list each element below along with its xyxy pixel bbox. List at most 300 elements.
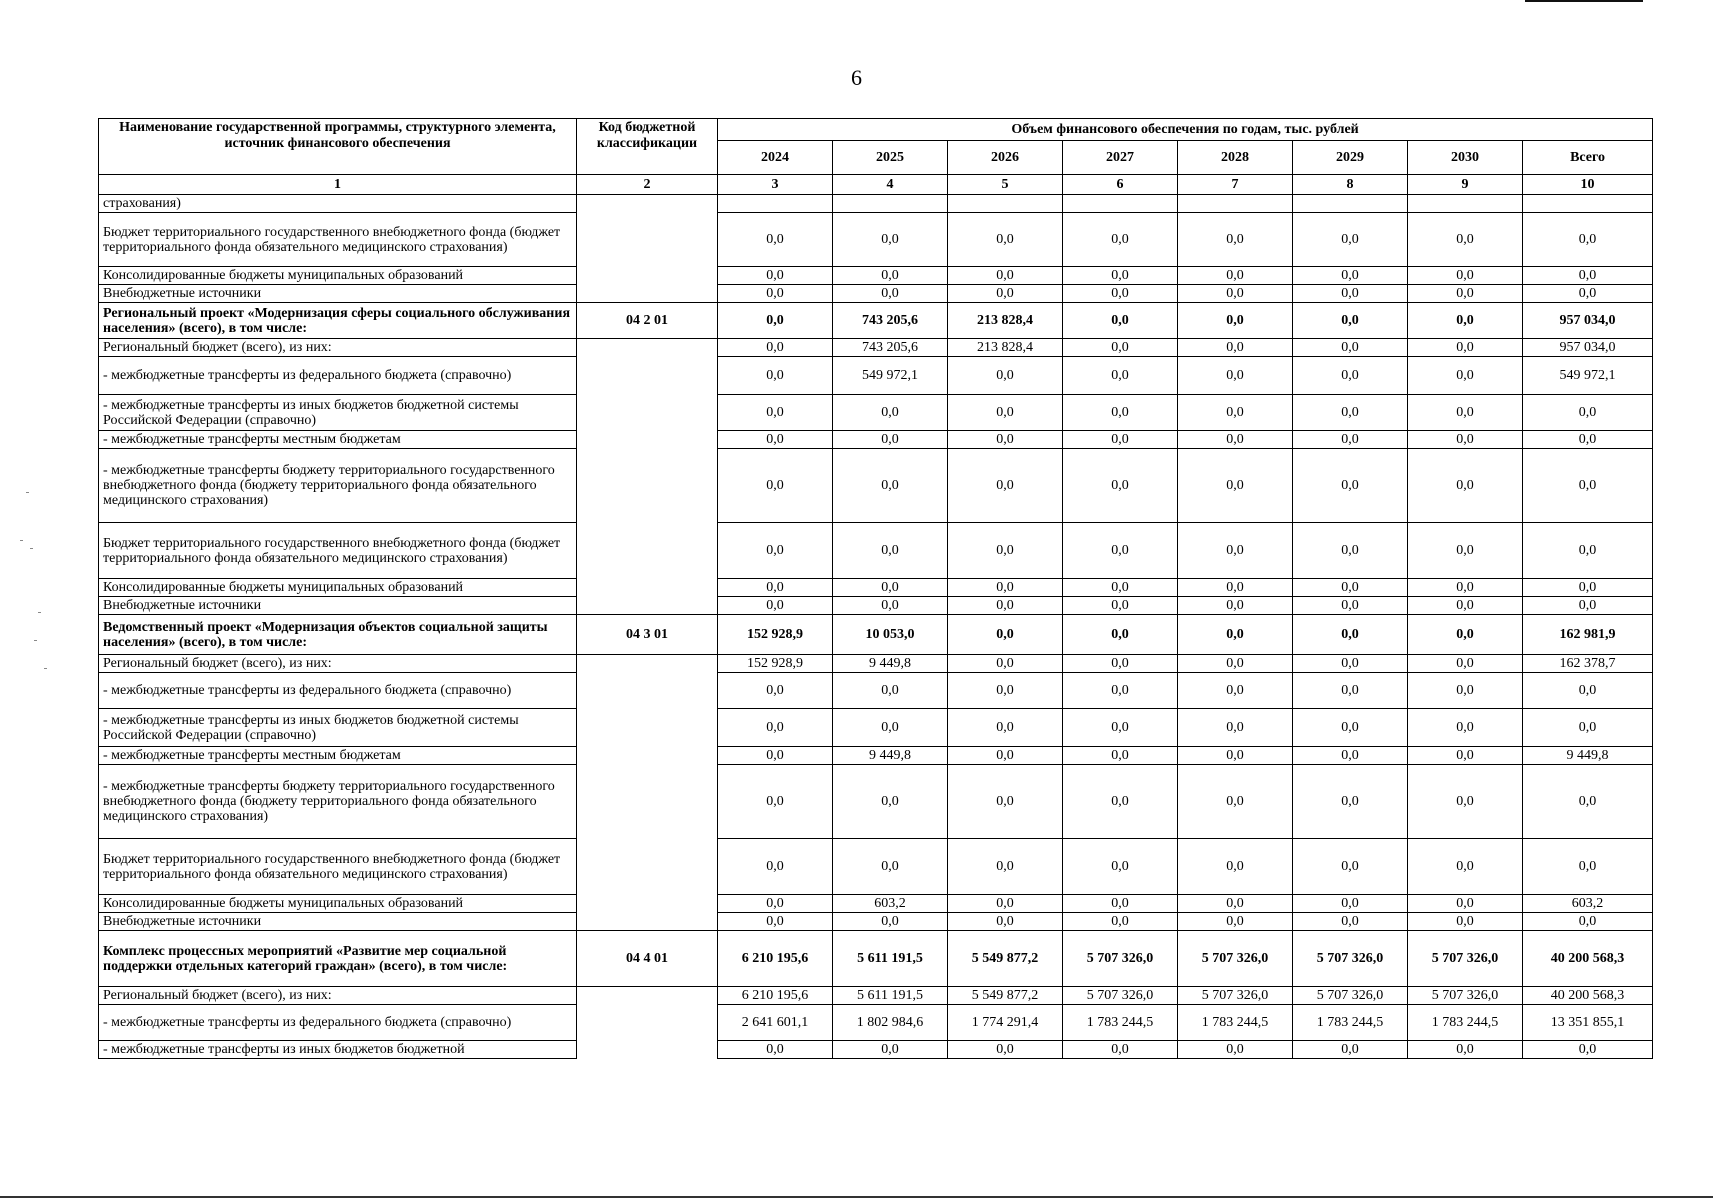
row-total-cell: 0,0 (1523, 449, 1653, 523)
row-name-cell: Внебюджетные источники (99, 913, 577, 931)
row-total-cell: 0,0 (1523, 267, 1653, 285)
row-total-cell: 549 972,1 (1523, 357, 1653, 395)
row-name-cell: Региональный бюджет (всего), из них: (99, 339, 577, 357)
row-year-value-cell: 0,0 (718, 673, 833, 709)
row-year-value-cell: 0,0 (948, 449, 1063, 523)
row-year-value-cell: 0,0 (1063, 357, 1178, 395)
row-code-cell (577, 267, 718, 285)
header-volume-column: Объем финансового обеспечения по годам, тыс. рублей (718, 119, 1653, 141)
row-total-cell: 0,0 (1523, 673, 1653, 709)
row-year-value-cell (1293, 195, 1408, 213)
row-year-value-cell: 0,0 (1178, 673, 1293, 709)
row-year-value-cell: 0,0 (1408, 579, 1523, 597)
row-code-cell (577, 987, 718, 1005)
row-year-value-cell: 0,0 (1063, 1041, 1178, 1059)
row-year-value-cell: 0,0 (1063, 747, 1178, 765)
row-year-value-cell: 0,0 (1063, 449, 1178, 523)
row-year-value-cell: 0,0 (1178, 431, 1293, 449)
row-year-value-cell: 0,0 (1178, 395, 1293, 431)
row-year-value-cell: 0,0 (948, 357, 1063, 395)
row-name-cell: Бюджет территориального государственного внебюджетного фонда (бюджет территориального фонда обязательного медицинского страхования) (99, 523, 577, 579)
row-year-value-cell: 0,0 (1293, 597, 1408, 615)
table-row (99, 339, 1653, 357)
row-year-value-cell: 152 928,9 (718, 615, 833, 655)
row-year-value-cell: 1 802 984,6 (833, 1005, 948, 1041)
row-year-value-cell: 0,0 (1178, 579, 1293, 597)
row-year-value-cell: 0,0 (1408, 673, 1523, 709)
row-total-cell: 603,2 (1523, 895, 1653, 913)
row-year-value-cell: 0,0 (718, 213, 833, 267)
row-year-value-cell: 0,0 (1408, 395, 1523, 431)
row-code-cell (577, 913, 718, 931)
row-year-value-cell: 0,0 (1178, 839, 1293, 895)
row-year-value-cell: 0,0 (948, 597, 1063, 615)
header-year: 2026 (948, 141, 1063, 175)
row-year-value-cell: 0,0 (1408, 303, 1523, 339)
row-year-value-cell: 743 205,6 (833, 303, 948, 339)
row-year-value-cell: 0,0 (833, 597, 948, 615)
row-year-value-cell: 152 928,9 (718, 655, 833, 673)
row-year-value-cell: 0,0 (1408, 267, 1523, 285)
row-code-cell: 04 2 01 (577, 303, 718, 339)
row-year-value-cell: 0,0 (1408, 339, 1523, 357)
row-year-value-cell: 0,0 (1063, 839, 1178, 895)
row-year-value-cell: 0,0 (948, 895, 1063, 913)
row-name-cell: Комплекс процессных мероприятий «Развитие мер социальной поддержки отдельных категорий граждан» (всего), в том числе: (99, 931, 577, 987)
row-year-value-cell: 0,0 (948, 395, 1063, 431)
header-year: 2027 (1063, 141, 1178, 175)
row-year-value-cell: 0,0 (1063, 523, 1178, 579)
table-row (99, 709, 1653, 747)
row-total-cell: 957 034,0 (1523, 303, 1653, 339)
row-year-value-cell: 0,0 (1063, 285, 1178, 303)
row-year-value-cell: 1 783 244,5 (1178, 1005, 1293, 1041)
row-year-value-cell: 9 449,8 (833, 747, 948, 765)
row-year-value-cell: 0,0 (1293, 839, 1408, 895)
row-year-value-cell: 0,0 (948, 267, 1063, 285)
row-total-cell: 0,0 (1523, 709, 1653, 747)
table-row (99, 597, 1653, 615)
row-name-cell: - межбюджетные трансферты из федерального бюджета (справочно) (99, 1005, 577, 1041)
row-name-cell: - межбюджетные трансферты из федерального бюджета (справочно) (99, 357, 577, 395)
row-year-value-cell: 0,0 (1178, 449, 1293, 523)
row-name-cell: - межбюджетные трансферты бюджету территориального государственного внебюджетного фонда (бюджету территориального фонда обязательного медицинского страхования) (99, 449, 577, 523)
row-year-value-cell: 0,0 (1178, 615, 1293, 655)
row-year-value-cell: 0,0 (1293, 913, 1408, 931)
row-year-value-cell: 0,0 (1293, 213, 1408, 267)
row-year-value-cell: 0,0 (1293, 1041, 1408, 1059)
header-column-number: 6 (1063, 175, 1178, 195)
row-year-value-cell: 0,0 (1293, 339, 1408, 357)
row-year-value-cell: 0,0 (1408, 213, 1523, 267)
row-name-cell: Региональный бюджет (всего), из них: (99, 655, 577, 673)
row-total-cell: 0,0 (1523, 765, 1653, 839)
row-total-cell: 0,0 (1523, 579, 1653, 597)
row-total-cell: 0,0 (1523, 913, 1653, 931)
row-year-value-cell: 0,0 (718, 267, 833, 285)
row-name-cell: Бюджет территориального государственного внебюджетного фонда (бюджет территориального фонда обязательного медицинского страхования) (99, 839, 577, 895)
row-year-value-cell: 0,0 (1063, 673, 1178, 709)
table-row (99, 913, 1653, 931)
row-year-value-cell: 0,0 (1408, 655, 1523, 673)
table-row (99, 431, 1653, 449)
row-year-value-cell: 5 611 191,5 (833, 987, 948, 1005)
row-year-value-cell: 0,0 (1178, 339, 1293, 357)
row-year-value-cell (948, 195, 1063, 213)
row-year-value-cell: 0,0 (718, 747, 833, 765)
header-column-numbers-row (99, 175, 1653, 195)
row-year-value-cell: 0,0 (1408, 597, 1523, 615)
row-year-value-cell (833, 195, 948, 213)
row-total-cell (1523, 195, 1653, 213)
header-year: 2030 (1408, 141, 1523, 175)
row-year-value-cell: 549 972,1 (833, 357, 948, 395)
row-year-value-cell: 0,0 (833, 267, 948, 285)
row-year-value-cell: 0,0 (1063, 597, 1178, 615)
row-code-cell (577, 1005, 718, 1041)
row-year-value-cell: 0,0 (948, 655, 1063, 673)
row-year-value-cell: 0,0 (1293, 673, 1408, 709)
row-year-value-cell: 0,0 (718, 431, 833, 449)
row-year-value-cell: 5 707 326,0 (1178, 931, 1293, 987)
table-row-project (99, 931, 1653, 987)
header-column-number: 9 (1408, 175, 1523, 195)
row-year-value-cell: 0,0 (1408, 431, 1523, 449)
row-code-cell (577, 357, 718, 395)
row-year-value-cell: 0,0 (833, 1041, 948, 1059)
row-name-cell: Внебюджетные источники (99, 597, 577, 615)
row-total-cell: 40 200 568,3 (1523, 987, 1653, 1005)
table-row (99, 395, 1653, 431)
row-year-value-cell: 0,0 (1408, 839, 1523, 895)
row-year-value-cell: 0,0 (948, 747, 1063, 765)
row-year-value-cell: 0,0 (833, 213, 948, 267)
row-year-value-cell: 6 210 195,6 (718, 931, 833, 987)
row-year-value-cell: 6 210 195,6 (718, 987, 833, 1005)
row-code-cell: 04 4 01 (577, 931, 718, 987)
row-name-cell: Ведомственный проект «Модернизация объектов социальной защиты населения» (всего), в том числе: (99, 615, 577, 655)
row-code-cell (577, 431, 718, 449)
row-code-cell (577, 895, 718, 913)
table-row (99, 195, 1653, 213)
row-year-value-cell: 0,0 (1063, 655, 1178, 673)
row-year-value-cell: 0,0 (1178, 913, 1293, 931)
row-year-value-cell (1408, 195, 1523, 213)
row-year-value-cell: 0,0 (1293, 449, 1408, 523)
scan-edge-line-bottom (0, 1196, 1713, 1198)
row-year-value-cell: 0,0 (1178, 285, 1293, 303)
row-name-cell: Консолидированные бюджеты муниципальных образований (99, 579, 577, 597)
row-year-value-cell: 0,0 (833, 395, 948, 431)
row-year-value-cell (718, 195, 833, 213)
row-total-cell: 40 200 568,3 (1523, 931, 1653, 987)
row-year-value-cell: 0,0 (1293, 709, 1408, 747)
row-code-cell (577, 195, 718, 213)
row-year-value-cell: 1 783 244,5 (1063, 1005, 1178, 1041)
table-row (99, 449, 1653, 523)
row-year-value-cell: 0,0 (948, 765, 1063, 839)
row-code-cell (577, 597, 718, 615)
row-year-value-cell: 0,0 (948, 1041, 1063, 1059)
row-year-value-cell: 0,0 (1293, 303, 1408, 339)
row-year-value-cell: 213 828,4 (948, 303, 1063, 339)
row-total-cell: 162 378,7 (1523, 655, 1653, 673)
row-year-value-cell: 0,0 (1293, 765, 1408, 839)
header-year: 2028 (1178, 141, 1293, 175)
row-year-value-cell: 0,0 (718, 449, 833, 523)
table-body (99, 195, 1653, 1059)
row-code-cell (577, 747, 718, 765)
row-name-cell: Консолидированные бюджеты муниципальных образований (99, 267, 577, 285)
row-year-value-cell: 0,0 (1063, 615, 1178, 655)
row-year-value-cell: 0,0 (718, 285, 833, 303)
row-total-cell: 0,0 (1523, 285, 1653, 303)
header-year: 2029 (1293, 141, 1408, 175)
row-year-value-cell: 0,0 (1178, 597, 1293, 615)
row-total-cell: 957 034,0 (1523, 339, 1653, 357)
row-year-value-cell: 0,0 (948, 285, 1063, 303)
row-year-value-cell: 0,0 (1063, 395, 1178, 431)
row-code-cell (577, 395, 718, 431)
row-year-value-cell: 0,0 (1178, 303, 1293, 339)
row-name-cell: - межбюджетные трансферты из иных бюджетов бюджетной системы Российской Федерации (справочно) (99, 709, 577, 747)
table-row (99, 987, 1653, 1005)
row-name-cell: Внебюджетные источники (99, 285, 577, 303)
row-year-value-cell: 5 707 326,0 (1063, 931, 1178, 987)
row-year-value-cell: 5 549 877,2 (948, 987, 1063, 1005)
row-code-cell (577, 449, 718, 523)
budget-table (98, 118, 1653, 1059)
row-year-value-cell: 0,0 (1178, 655, 1293, 673)
row-year-value-cell: 1 783 244,5 (1408, 1005, 1523, 1041)
row-year-value-cell: 0,0 (833, 765, 948, 839)
row-year-value-cell: 0,0 (1293, 523, 1408, 579)
row-year-value-cell: 0,0 (1293, 285, 1408, 303)
row-year-value-cell: 0,0 (1063, 303, 1178, 339)
row-name-cell: Региональный проект «Модернизация сферы социального обслуживания населения» (всего), в том числе: (99, 303, 577, 339)
row-year-value-cell: 1 774 291,4 (948, 1005, 1063, 1041)
row-year-value-cell: 0,0 (833, 523, 948, 579)
row-name-cell: - межбюджетные трансферты местным бюджетам (99, 431, 577, 449)
scan-speck (30, 548, 33, 549)
row-year-value-cell: 0,0 (1293, 615, 1408, 655)
row-year-value-cell: 0,0 (1063, 765, 1178, 839)
row-year-value-cell: 0,0 (1178, 1041, 1293, 1059)
row-year-value-cell: 0,0 (833, 449, 948, 523)
row-year-value-cell: 0,0 (1293, 747, 1408, 765)
row-total-cell: 0,0 (1523, 431, 1653, 449)
row-code-cell (577, 673, 718, 709)
row-year-value-cell (1063, 195, 1178, 213)
scan-speck (44, 668, 47, 669)
row-year-value-cell: 0,0 (718, 339, 833, 357)
header-year: 2025 (833, 141, 948, 175)
table-row (99, 1041, 1653, 1059)
row-code-cell (577, 655, 718, 673)
row-total-cell: 162 981,9 (1523, 615, 1653, 655)
row-year-value-cell: 0,0 (948, 709, 1063, 747)
table-row (99, 213, 1653, 267)
row-year-value-cell: 0,0 (1408, 357, 1523, 395)
header-year: Всего (1523, 141, 1653, 175)
row-year-value-cell: 0,0 (1408, 709, 1523, 747)
row-year-value-cell: 5 707 326,0 (1408, 987, 1523, 1005)
row-year-value-cell (1178, 195, 1293, 213)
row-total-cell: 13 351 855,1 (1523, 1005, 1653, 1041)
row-year-value-cell: 0,0 (1063, 213, 1178, 267)
row-year-value-cell: 0,0 (1293, 655, 1408, 673)
row-year-value-cell: 603,2 (833, 895, 948, 913)
row-year-value-cell: 0,0 (1408, 615, 1523, 655)
header-column-number: 3 (718, 175, 833, 195)
row-year-value-cell: 0,0 (718, 395, 833, 431)
row-year-value-cell: 5 611 191,5 (833, 931, 948, 987)
row-name-cell: - межбюджетные трансферты из иных бюджетов бюджетной (99, 1041, 577, 1059)
row-year-value-cell: 0,0 (718, 839, 833, 895)
header-column-number: 5 (948, 175, 1063, 195)
row-year-value-cell: 10 053,0 (833, 615, 948, 655)
row-year-value-cell: 0,0 (1293, 431, 1408, 449)
table-row (99, 579, 1653, 597)
scan-speck (38, 612, 41, 613)
row-code-cell (577, 709, 718, 747)
row-name-cell: Региональный бюджет (всего), из них: (99, 987, 577, 1005)
table-row (99, 267, 1653, 285)
row-year-value-cell: 0,0 (1063, 267, 1178, 285)
row-year-value-cell: 0,0 (1293, 895, 1408, 913)
header-code-column: Код бюджетной классификации (577, 119, 718, 175)
scan-speck (34, 640, 37, 641)
row-year-value-cell: 0,0 (718, 357, 833, 395)
row-year-value-cell: 0,0 (1063, 913, 1178, 931)
row-year-value-cell: 0,0 (948, 431, 1063, 449)
row-year-value-cell: 0,0 (1178, 747, 1293, 765)
row-year-value-cell: 5 707 326,0 (1408, 931, 1523, 987)
row-year-value-cell: 0,0 (1408, 285, 1523, 303)
row-year-value-cell: 2 641 601,1 (718, 1005, 833, 1041)
row-year-value-cell: 0,0 (833, 839, 948, 895)
row-year-value-cell: 5 707 326,0 (1063, 987, 1178, 1005)
row-year-value-cell: 0,0 (833, 431, 948, 449)
row-total-cell: 0,0 (1523, 213, 1653, 267)
row-year-value-cell: 0,0 (718, 523, 833, 579)
header-column-number: 1 (99, 175, 577, 195)
row-year-value-cell: 9 449,8 (833, 655, 948, 673)
row-year-value-cell: 0,0 (718, 765, 833, 839)
row-total-cell: 0,0 (1523, 597, 1653, 615)
row-year-value-cell: 0,0 (1063, 579, 1178, 597)
row-code-cell (577, 285, 718, 303)
row-year-value-cell: 0,0 (948, 615, 1063, 655)
row-name-cell: - межбюджетные трансферты местным бюджетам (99, 747, 577, 765)
header-column-number: 4 (833, 175, 948, 195)
row-year-value-cell: 0,0 (1178, 213, 1293, 267)
row-year-value-cell: 0,0 (1408, 1041, 1523, 1059)
row-code-cell (577, 765, 718, 839)
row-code-cell (577, 213, 718, 267)
table-row (99, 285, 1653, 303)
row-year-value-cell: 0,0 (718, 895, 833, 913)
row-total-cell: 0,0 (1523, 523, 1653, 579)
table-row (99, 747, 1653, 765)
row-year-value-cell: 0,0 (1408, 449, 1523, 523)
row-year-value-cell: 0,0 (948, 523, 1063, 579)
row-year-value-cell: 0,0 (948, 579, 1063, 597)
header-year: 2024 (718, 141, 833, 175)
row-year-value-cell: 0,0 (948, 673, 1063, 709)
row-total-cell: 9 449,8 (1523, 747, 1653, 765)
row-name-cell: Консолидированные бюджеты муниципальных образований (99, 895, 577, 913)
row-name-cell: - межбюджетные трансферты из иных бюджетов бюджетной системы Российской Федерации (справочно) (99, 395, 577, 431)
table-row (99, 839, 1653, 895)
row-code-cell (577, 839, 718, 895)
row-year-value-cell: 0,0 (833, 285, 948, 303)
row-total-cell: 0,0 (1523, 1041, 1653, 1059)
row-name-cell: - межбюджетные трансферты бюджету территориального государственного внебюджетного фонда (бюджету территориального фонда обязательного медицинского страхования) (99, 765, 577, 839)
row-code-cell (577, 579, 718, 597)
row-year-value-cell: 1 783 244,5 (1293, 1005, 1408, 1041)
header-column-number: 2 (577, 175, 718, 195)
row-code-cell (577, 339, 718, 357)
row-name-cell: - межбюджетные трансферты из федерального бюджета (справочно) (99, 673, 577, 709)
row-year-value-cell: 0,0 (718, 709, 833, 747)
table-row (99, 673, 1653, 709)
table-row (99, 523, 1653, 579)
row-code-cell (577, 1041, 718, 1059)
row-year-value-cell: 0,0 (1408, 895, 1523, 913)
row-year-value-cell: 0,0 (1408, 523, 1523, 579)
scan-speck (20, 540, 23, 541)
row-year-value-cell: 0,0 (1408, 765, 1523, 839)
header-column-number: 7 (1178, 175, 1293, 195)
row-year-value-cell: 0,0 (833, 579, 948, 597)
row-year-value-cell: 0,0 (718, 579, 833, 597)
row-year-value-cell: 0,0 (718, 1041, 833, 1059)
row-year-value-cell: 0,0 (1178, 709, 1293, 747)
row-year-value-cell: 0,0 (833, 673, 948, 709)
row-year-value-cell: 0,0 (718, 913, 833, 931)
row-year-value-cell: 0,0 (1178, 357, 1293, 395)
table-row (99, 655, 1653, 673)
table-row (99, 765, 1653, 839)
row-year-value-cell: 0,0 (1178, 267, 1293, 285)
row-name-cell: Бюджет территориального государственного внебюджетного фонда (бюджет территориального фонда обязательного медицинского страхования) (99, 213, 577, 267)
row-year-value-cell: 5 707 326,0 (1293, 931, 1408, 987)
row-year-value-cell: 743 205,6 (833, 339, 948, 357)
row-year-value-cell: 0,0 (948, 913, 1063, 931)
row-year-value-cell: 0,0 (1293, 395, 1408, 431)
row-year-value-cell: 0,0 (1178, 523, 1293, 579)
table-row-project (99, 615, 1653, 655)
row-year-value-cell: 5 707 326,0 (1178, 987, 1293, 1005)
table-row-project (99, 303, 1653, 339)
row-year-value-cell: 0,0 (1178, 895, 1293, 913)
row-year-value-cell: 0,0 (1408, 913, 1523, 931)
row-year-value-cell: 0,0 (1063, 709, 1178, 747)
row-year-value-cell: 0,0 (1063, 339, 1178, 357)
row-year-value-cell: 0,0 (718, 303, 833, 339)
row-year-value-cell: 0,0 (833, 709, 948, 747)
row-year-value-cell: 5 707 326,0 (1293, 987, 1408, 1005)
row-year-value-cell: 0,0 (948, 839, 1063, 895)
row-year-value-cell: 5 549 877,2 (948, 931, 1063, 987)
row-year-value-cell: 0,0 (1293, 267, 1408, 285)
row-year-value-cell: 0,0 (1293, 579, 1408, 597)
table-row (99, 895, 1653, 913)
row-year-value-cell: 0,0 (1408, 747, 1523, 765)
row-year-value-cell: 0,0 (1063, 895, 1178, 913)
scan-edge-line-top (1525, 0, 1643, 2)
